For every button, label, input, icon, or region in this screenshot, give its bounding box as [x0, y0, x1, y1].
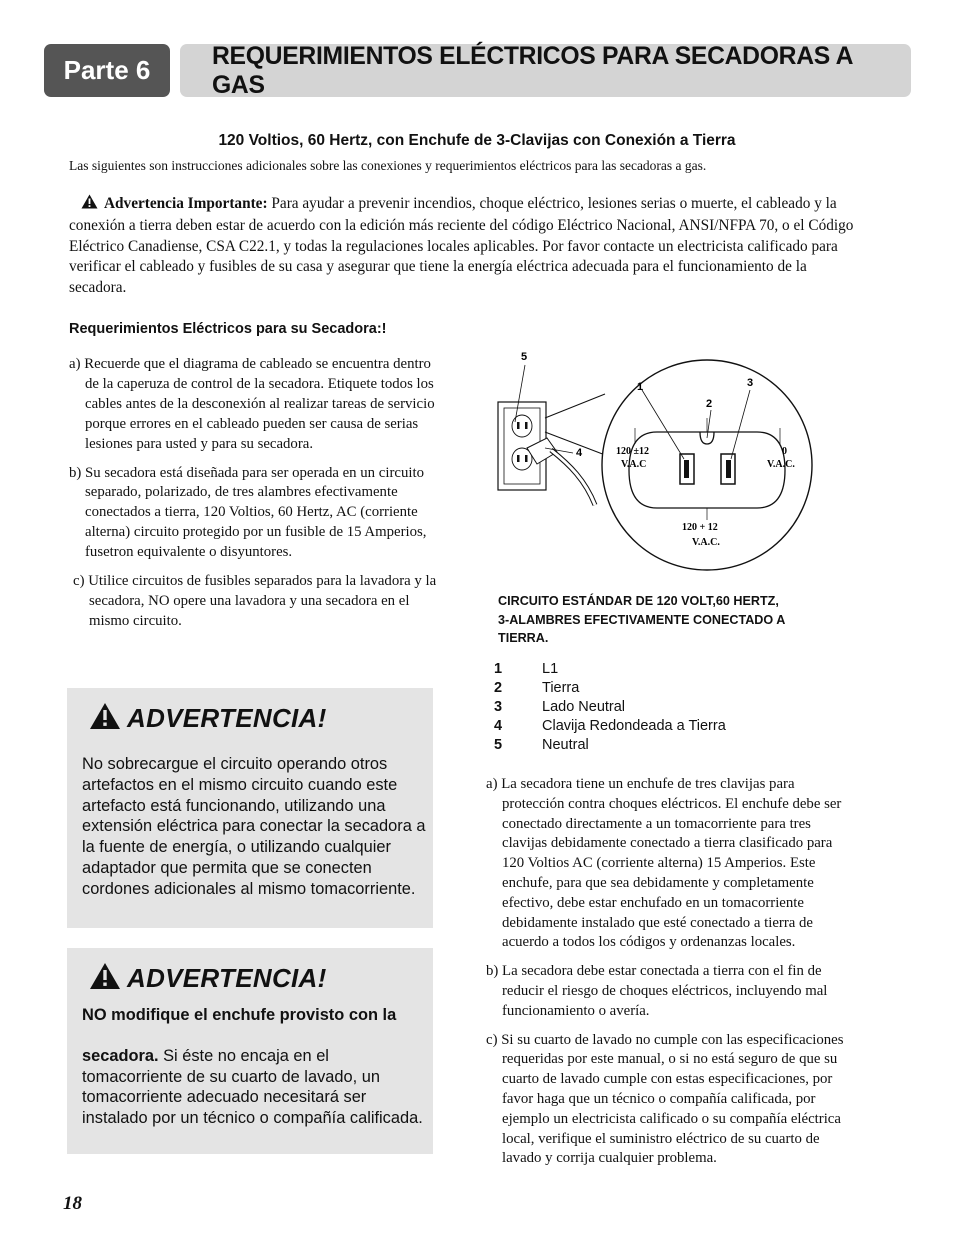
list-item: b) La secadora debe estar conectada a tierra con el fin de reducir el riesgo de choques eléctricos, incluyendo mal funcionamiento o avería.	[486, 963, 828, 1019]
requirements-list	[69, 355, 437, 641]
warning-bold-word: secadora.	[82, 1046, 159, 1065]
part-badge: Parte 6	[44, 44, 170, 97]
left-unit: V.A.C	[621, 459, 647, 470]
list-item: a) La secadora tiene un enchufe de tres clavijas para protección contra choques eléctricos. El enchufe debe ser conectado directamente a un tomacorriente para tres clavijas debidamente conectado a tierra clasificado para 120 Voltios AC (corriente alterna) 15 Amperios. Este enchufe, para que sea debidamente y completamente efectivo, debe estar enchufado en un tomacorriente debidamente instalado que esté conectado a tierra de acuerdo a todos los códigos y ordenanzas locales.	[486, 776, 842, 951]
grounding-list	[486, 775, 856, 1178]
warning-heading-text: ADVERTENCIA!	[127, 963, 327, 993]
list-item: c) Si su cuarto de lavado no cumple con las especificaciones requeridas por este manual, o si no está seguro de que su cuarto de lavado cumple con estas especificaciones, por favor haga que un técnico o compañía calificada, por ejemplo un electricista calificado o su compañía eléctrica local, verifique el suministro eléctrico de su cuarto de lavado y corrija cualquier problema.	[486, 1031, 844, 1167]
page-title: REQUERIMIENTOS ELÉCTRICOS PARA SECADORAS A GAS	[180, 44, 911, 97]
intro-text: Las siguientes son instrucciones adicionales sobre las conexiones y requerimientos eléctricos para las secadoras a gas.	[69, 158, 707, 173]
bottom-voltage: 120 + 12	[682, 522, 718, 533]
legend-item: 4 Clavija Redondeada a Tierra	[494, 717, 726, 734]
section-subtitle: 120 Voltios, 60 Hertz, con Enchufe de 3-Clavijas con Conexión a Tierra	[218, 132, 736, 149]
diagram-legend	[494, 659, 824, 754]
warning-triangle-icon	[81, 194, 98, 216]
warning-heading	[89, 702, 327, 735]
list-item: b) Su secadora está diseñada para ser operada en un circuito separado, polarizado, de tres alambres efectivamente conectados a tierra, 120 Voltios, 60 Hertz, AC (corriente alterna) circuito protegido por un fusible de 15 Amperios, fusetron equivalente o disyuntores.	[69, 464, 427, 561]
warning-triangle-icon	[89, 702, 121, 735]
diagram-label-4: 4	[576, 447, 583, 459]
diagram-caption	[498, 592, 858, 648]
warning-box-overload	[67, 688, 433, 928]
bottom-unit: V.A.C.	[692, 537, 720, 548]
right-voltage: 0	[782, 446, 787, 457]
legend-item: 3 Lado Neutral	[494, 698, 626, 715]
left-voltage: 120 ±12	[616, 446, 649, 457]
warning-box-plug	[67, 948, 433, 1154]
caption-line: 3-ALAMBRES EFECTIVAMENTE CONECTADO A	[498, 612, 786, 627]
caption-line: CIRCUITO ESTÁNDAR DE 120 VOLT,60 HERTZ,	[498, 594, 779, 608]
warning-body: No sobrecargue el circuito operando otros artefactos en el mismo circuito cuando este artefacto está funcionando, utilizando una extensión eléctrica para conectar la secadora a la fuente de energía, o utilizando cualquier adaptador que permita que se conecten cordones adicionales al mismo tomacorriente.	[82, 755, 426, 898]
important-warning-text: Para ayudar a prevenir incendios, choque eléctrico, lesiones serias o muerte, el cableado y la conexión a tierra deben estar de acuerdo con la edición más reciente del código Eléctrico Nacional, ANSI/NFPA 70, o el Código Eléctrico Canadiense, CSA C22.1, y todas la regulaciones locales aplicables. Por favor contacte un electricista calificado para verificar el cableado y fusibles de su casa y asegurar que tiene la energía eléctrica adecuada para el funcionamiento de la secadora.	[69, 195, 854, 297]
right-unit: V.A.C.	[767, 459, 795, 470]
list-item: c) Utilice circuitos de fusibles separados para la lavadora y la secadora, NO opere una lavadora y una secadora en el mismo circuito.	[73, 573, 437, 629]
outlet-diagram	[485, 340, 815, 580]
diagram-label-1: 1	[637, 381, 644, 393]
warning-triangle-icon	[89, 962, 121, 995]
warning-heading	[89, 962, 327, 995]
requirements-heading: Requerimientos Eléctricos para su Secadora:!	[69, 321, 387, 337]
list-item: a) Recuerde que el diagrama de cableado se encuentra dentro de la caperuza de control de la secadora. Etiquete todos los cables antes de la desconexión al realizar tareas de servicio porque errores en el cableado pueden ser causa de serias lesiones para usted y para su secadora.	[69, 356, 435, 452]
warning-heading-text: ADVERTENCIA!	[127, 703, 327, 733]
diagram-label-5: 5	[521, 351, 528, 363]
warning-bold-line: NO modifique el enchufe provisto con la	[82, 1006, 397, 1024]
warning-body	[82, 1005, 432, 1129]
important-warning-label: Advertencia Importante:	[104, 195, 268, 212]
important-warning	[69, 194, 859, 299]
diagram-label-3: 3	[747, 377, 754, 389]
legend-item: 2 Tierra	[494, 679, 580, 696]
diagram-label-2: 2	[706, 398, 713, 410]
caption-line: TIERRA.	[498, 631, 549, 645]
page-number: 18	[63, 1193, 82, 1214]
legend-item: 5 Neutral	[494, 736, 589, 753]
warning-text: Si éste no encaja en el tomacorriente de su cuarto de lavado, un tomacorriente adecuado necesitará ser instalado por un técnico o compañía calificada.	[82, 1046, 423, 1128]
legend-item: 1 L1	[494, 660, 559, 677]
